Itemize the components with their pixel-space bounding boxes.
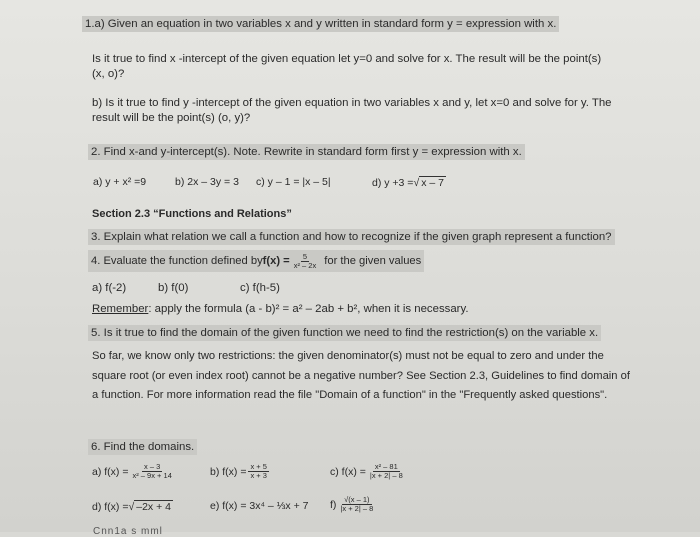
question-1b-line1: b) Is it true to find y -intercept of the given equation in two variables x and y, let x=0 and solve for y. The bbox=[92, 97, 612, 109]
q6-item-e: e) f(x) = 3x⁴ – ⅓x + 7 bbox=[210, 500, 309, 512]
q2-item-c: c) y – 1 = |x – 5| bbox=[256, 176, 331, 188]
q6-item-c: c) f(x) = $\frac{\text{x² – 81}}{|x + 2| - 8}$ bbox=[330, 462, 403, 480]
q6-item-d: d) f(x) = √ –2x + 4 bbox=[92, 500, 171, 513]
cutoff-text: Cnn1a s mml bbox=[93, 526, 163, 537]
question-1a-body-line1: Is it true to find x -intercept of the given equation let y=0 and solve for x. The result will be the point(s) bbox=[92, 53, 602, 65]
question-5-body: So far, we know only two restrictions: the given denominator(s) must not be equal to zero and under the square root (or even index root) cannot be a negative number? See Section 2.3, Guidelines to find domain of a function. For more information read the file "Domain of a function" in the "Frequently asked questions". bbox=[92, 350, 630, 401]
q2-item-a: a) y + x² =9 bbox=[93, 176, 147, 188]
sqrt-sign: √ bbox=[413, 176, 420, 189]
q6-item-f: f) $\frac{√(x - 1)}{|x + 2| - 8}$ bbox=[330, 495, 374, 513]
q4-item-c: c) f(h-5) bbox=[240, 282, 280, 294]
question-6: 6. Find the domains. bbox=[88, 439, 197, 455]
q6-c-fraction: $\frac{\text{x² – 81}}{|x + 2| - 8}$ bbox=[369, 462, 403, 480]
sqrt-sign: √ bbox=[128, 500, 135, 513]
q6-f-fraction: $\frac{√(x - 1)}{|x + 2| - 8}$ bbox=[340, 495, 374, 513]
q4-item-a: a) f(-2) bbox=[92, 282, 127, 294]
question-2: 2. Find x-and y-intercept(s). Note. Rewrite in standard form first y = expression with x. bbox=[88, 144, 525, 160]
q2-item-d: d) y +3 = √ x – 7 bbox=[372, 176, 444, 189]
question-3: 3. Explain what relation we call a function and how to recognize if the given graph represent a function? bbox=[88, 229, 615, 245]
q6-b-fraction: $\frac{x + 5}{x + 3}$ bbox=[250, 462, 267, 480]
q4-fraction: $\frac{5}{\text{x² – 2x}}$ bbox=[293, 251, 317, 270]
q6-item-a: a) f(x) = $\frac{x - 3}{\text{x² – 9x + 14}}$ bbox=[92, 462, 172, 480]
q6-item-b: b) f(x) = $\frac{x + 5}{x + 3}$ bbox=[210, 462, 267, 480]
q2-item-b: b) 2x – 3y = 3 bbox=[175, 176, 239, 188]
section-title: Section 2.3 “Functions and Relations” bbox=[92, 208, 292, 220]
question-5-title: 5. Is it true to find the domain of the given function we need to find the restriction(s) on the variable x. bbox=[88, 325, 601, 341]
question-1a-body-line2: (x, o)? bbox=[92, 68, 125, 80]
remember-line: Remember: apply the formula (a - b)² = a² – 2ab + b², when it is necessary. bbox=[92, 303, 469, 315]
q6-a-fraction: $\frac{x - 3}{\text{x² – 9x + 14}}$ bbox=[132, 462, 172, 480]
question-4: 4. Evaluate the function defined by f(x) = $\frac{5}{\text{x² – 2x}}$ for the given values bbox=[88, 250, 424, 272]
question-1a: 1.a) Given an equation in two variables x and y written in standard form y = expression with x. bbox=[82, 16, 559, 32]
question-1b-line2: result will be the point(s) (o, y)? bbox=[92, 112, 251, 124]
q4-item-b: b) f(0) bbox=[158, 282, 189, 294]
